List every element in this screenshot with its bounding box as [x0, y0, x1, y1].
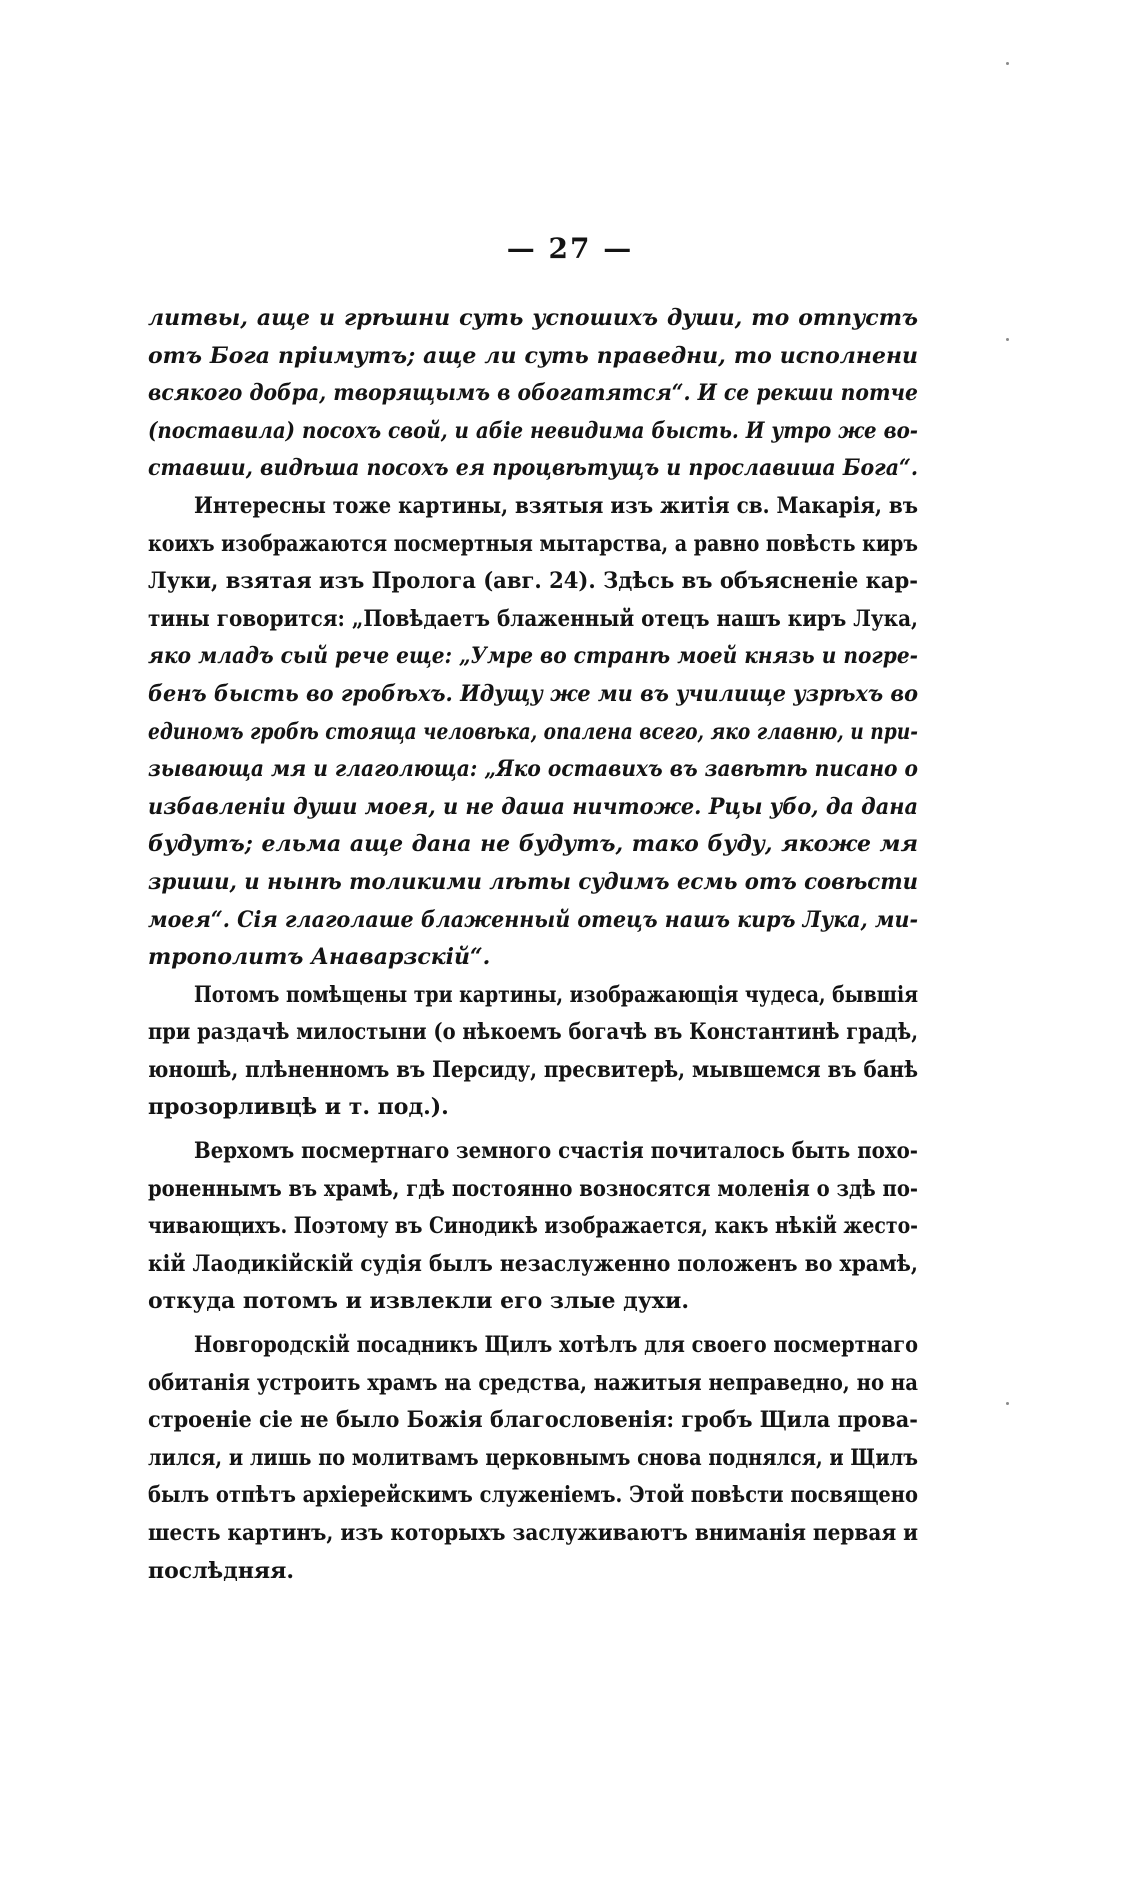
text-line: избавленіи души моея, и не даша ничтоже. Рцы убо, да дана — [148, 793, 918, 820]
text-line: обитанія устроить храмъ на средства, нажитыя неправедно, но на — [148, 1369, 918, 1396]
text-line: литвы, аще и грѣшни суть успошихъ души, то отпустъ — [148, 305, 918, 331]
text-line: шесть картинъ, изъ которыхъ заслуживаютъ вниманія первая и — [148, 1520, 919, 1546]
body-text — [148, 300, 918, 1590]
text-line: строеніе сіе не было Божія благословенія: гробъ Щила прова- — [148, 1407, 918, 1434]
text-line: Луки, взятая изъ Пролога (авг. 24). Здѣсь въ объясненіе кар- — [148, 568, 918, 595]
text-line: откуда потомъ и извлекли его злые духи. — [148, 1288, 689, 1315]
text-line: при раздачѣ милостыни (о нѣкоемъ богачѣ въ Константинѣ градѣ, — [148, 1019, 919, 1046]
text-line: коихъ изображаются посмертныя мытарства, а равно повѣсть киръ — [148, 530, 918, 557]
scan-speck — [1006, 62, 1009, 65]
paragraph-2 — [148, 488, 918, 977]
paragraph-5 — [148, 1327, 918, 1590]
paragraph-4 — [148, 1133, 918, 1321]
text-line: яко младъ сый рече еще: „Умре во странѣ моей князь и погре- — [148, 643, 918, 670]
text-line: былъ отпѣтъ архіерейскимъ служеніемъ. Этой повѣсти посвящено — [148, 1482, 919, 1509]
text-line: моея“. Сія глаголаше блаженный отецъ нашъ киръ Лука, ми- — [148, 906, 919, 933]
text-line: отъ Бога пріимутъ; аще ли суть праведни, то исполнени — [148, 342, 918, 369]
page-number: — 27 — — [506, 232, 634, 265]
text-line: единомъ гробѣ стояща человѣка, опалена всего, яко главню, и при- — [148, 718, 919, 745]
text-line: всякого добра, творящымъ в обогатятся“. И се рекши потче — [148, 380, 918, 407]
text-line: Интересны тоже картины, взятыя изъ житія св. Макарія, въ — [194, 492, 919, 519]
text-line: тины говорится: „Повѣдаетъ блаженный отецъ нашъ киръ Лука, — [148, 605, 918, 632]
paragraph-1 — [148, 300, 918, 488]
text-line: (поставила) посохъ свой, и абіе невидима бысть. И утро же во- — [148, 417, 919, 444]
text-line: кій Лаодикійскій судія былъ незаслуженно положенъ во храмѣ, — [148, 1250, 919, 1277]
text-line: бенъ бысть во гробѣхъ. Идущу же ми въ училище узрѣхъ во — [148, 680, 918, 707]
text-line: послѣдняя. — [148, 1557, 295, 1584]
text-line: Потомъ помѣщены три картины, изображающія чудеса, бывшія — [194, 981, 919, 1008]
text-line: зывающа мя и глаголюща: „Яко оставихъ въ завѣтѣ писано о — [148, 756, 919, 783]
text-line: Верхомъ посмертнаго земного счастія почиталось быть похо- — [194, 1138, 918, 1165]
scan-speck — [1006, 338, 1009, 341]
scan-speck — [1006, 1402, 1009, 1405]
text-line: ставши, видѣша посохъ ея процвѣтущъ и прославиша Бога“. — [148, 455, 919, 482]
text-line: будутъ; ельма аще дана не будутъ, тако буду, якоже мя — [148, 831, 918, 858]
text-line: Новгородскій посадникъ Щилъ хотѣлъ для своего посмертнаго — [194, 1332, 919, 1359]
text-line: прозорливцѣ и т. под.). — [148, 1094, 449, 1121]
text-line: трополитъ Анаварзскій“. — [148, 944, 491, 971]
text-line: роненнымъ въ храмѣ, гдѣ постоянно возносятся моленія о здѣ по- — [148, 1175, 919, 1202]
text-line: чивающихъ. Поэтому въ Синодикѣ изображается, какъ нѣкій жесто- — [148, 1213, 919, 1240]
paragraph-3 — [148, 977, 918, 1127]
text-line: лился, и лишь по молитвамъ церковнымъ снова поднялся, и Щилъ — [148, 1444, 918, 1471]
text-line: зриши, и нынѣ толикими лѣты судимъ есмь отъ совѣсти — [148, 868, 919, 895]
text-line: юношѣ, плѣненномъ въ Персиду, пресвитерѣ, мывшемся въ банѣ — [148, 1056, 919, 1083]
